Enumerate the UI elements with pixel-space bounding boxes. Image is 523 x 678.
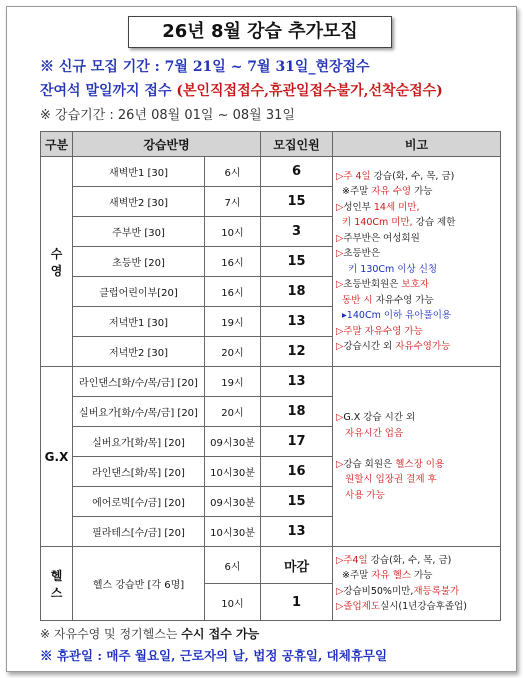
class-name: 저녁반1 [30]: [73, 307, 205, 337]
class-time: 6시: [205, 547, 261, 584]
note-segment: 실시(1년강습후졸업): [380, 601, 467, 612]
note-segment: 강습비50%미만,: [343, 585, 414, 597]
note-line: [336, 231, 497, 247]
header-gubun: 구분: [41, 132, 73, 157]
class-name: 헬스 강습반 [각 6명]: [73, 547, 205, 621]
recruit-period: ※ 신규 모집 기간 : 7월 21일 ~ 7월 31일_현장접수: [40, 59, 370, 75]
class-time: 16시: [205, 247, 261, 277]
footer-closed-days: ※ 휴관일 : 매주 월요일, 근로자의 날, 법정 공휴일, 대체휴무일: [40, 648, 388, 663]
recruit-count: 15: [261, 487, 333, 517]
note-segment: 자유 수영: [371, 186, 412, 197]
recruit-count: 18: [261, 277, 333, 307]
table-header-row: [41, 132, 501, 157]
class-time: 19시: [205, 307, 261, 337]
note-segment: ▷: [336, 279, 344, 290]
class-time: 09시30분: [205, 487, 261, 517]
class-table: [40, 131, 501, 621]
note-line: [336, 215, 497, 231]
note-segment: 보호자: [401, 279, 429, 290]
recruit-count: 18: [261, 397, 333, 427]
recruit-count: 12: [261, 337, 333, 367]
note-segment: 강습 제한: [412, 217, 456, 228]
note-segment: 초등반은: [343, 248, 381, 259]
class-time: 20시: [205, 337, 261, 367]
note-segment: 원할시 입장권 결제 후: [336, 474, 437, 485]
table-row: [41, 157, 501, 187]
note-line: [336, 410, 497, 426]
footer-free-swim-note: [40, 625, 259, 642]
note-line: [336, 169, 497, 185]
note-segment: 가능: [411, 570, 433, 581]
note-segment: 자유수영가능: [395, 341, 451, 352]
note-line: [336, 324, 497, 340]
note-segment: ▷: [336, 412, 344, 423]
note-line: [336, 339, 497, 355]
note-segment: 초등반회원은: [343, 279, 402, 290]
note-segment: 사용 가능: [336, 489, 385, 501]
note-line: [336, 472, 497, 488]
recruit-count: 1: [261, 584, 333, 621]
footer-free-swim-text: ※ 자유수영 및 정기헬스는: [40, 627, 182, 641]
class-name: 필라테스[수/금] [20]: [73, 517, 205, 547]
class-time: 20시: [205, 397, 261, 427]
note-segment: ※주말: [336, 570, 372, 581]
class-time: 10시: [205, 584, 261, 621]
note-segment: 주 4일: [343, 170, 371, 182]
page-title: 26년 8월 강습 추가모집: [128, 16, 392, 48]
note-segment: ▷: [336, 201, 344, 213]
note-segment: 강습 회원은: [343, 458, 396, 470]
note-line: [336, 553, 497, 569]
class-name: 라인댄스[화/수/목/금] [20]: [73, 367, 205, 397]
note-line: [336, 200, 497, 216]
class-time: 10시30분: [205, 517, 261, 547]
class-time: 19시: [205, 367, 261, 397]
note-segment: 14세 미만,: [373, 201, 420, 213]
class-name: 클럽어린이부[20]: [73, 277, 205, 307]
registration-note: [40, 80, 443, 100]
note-segment: ※주말: [336, 186, 372, 197]
note-line: [336, 426, 497, 442]
note-segment: ▷: [336, 554, 344, 566]
recruit-count: 16: [261, 457, 333, 487]
class-name: 새벽반1 [30]: [73, 157, 205, 187]
note-line: [336, 584, 497, 600]
class-time: 6시: [205, 157, 261, 187]
recruit-count: 15: [261, 187, 333, 217]
class-time: 09시30분: [205, 427, 261, 457]
note-segment: 재등록불가: [413, 585, 460, 597]
class-time: 7시: [205, 187, 261, 217]
note-segment: ▷: [336, 458, 344, 470]
group-note: [333, 157, 501, 367]
note-segment: 졸업제도: [343, 601, 381, 612]
group-note: [333, 367, 501, 547]
note-segment: 가능: [411, 186, 433, 197]
note-segment: ▷: [336, 341, 344, 352]
note-segment: 주부반은 여성회원: [343, 232, 420, 244]
note-segment: 성인부: [343, 201, 374, 213]
note-segment: 동반 시: [336, 294, 373, 306]
note-segment: G.X 강습 시간 외: [343, 412, 416, 423]
class-name: 라인댄스[화/목] [20]: [73, 457, 205, 487]
group-name: 수 영: [41, 157, 73, 367]
note-line: [336, 184, 497, 200]
note-segment: [336, 443, 339, 454]
class-name: 새벽반2 [30]: [73, 187, 205, 217]
recruit-count: 13: [261, 367, 333, 397]
note-segment: 강습시간 외: [343, 341, 396, 352]
note-segment: ▷: [336, 325, 344, 337]
note-line: [336, 277, 497, 293]
table-row: [41, 367, 501, 397]
note-segment: 헬스장 이용: [395, 458, 445, 470]
note-segment: 주말 자유수영 가능: [343, 325, 423, 337]
recruit-count: 6: [261, 157, 333, 187]
note-line: [336, 262, 497, 278]
note-line: [336, 457, 497, 473]
group-name: G.X: [41, 367, 73, 547]
class-time: 16시: [205, 277, 261, 307]
note-segment: 자유수영 가능: [372, 294, 434, 306]
recruit-count: 13: [261, 307, 333, 337]
note-line: [336, 293, 497, 309]
class-name: 에어로빅[수/금] [20]: [73, 487, 205, 517]
table-row: [41, 547, 501, 584]
note-segment: ▷: [336, 601, 344, 612]
recruit-count: 3: [261, 217, 333, 247]
note-line: [336, 568, 497, 584]
class-name: 초등반 [20]: [73, 247, 205, 277]
note-segment: ▷: [336, 248, 344, 259]
note-segment: ▸140Cm 이하 유아풀이용: [336, 310, 452, 321]
note-segment: 자유시간 업음: [336, 427, 404, 439]
recruit-count: 13: [261, 517, 333, 547]
class-time: 10시: [205, 217, 261, 247]
registration-conditions: (본인직접접수,휴관일접수불가,선착순접수): [171, 83, 443, 99]
group-name: 헬 스: [41, 547, 73, 621]
footer-anytime-text: 수시 접수 가능: [181, 627, 260, 641]
recruit-count: 마감: [261, 547, 333, 584]
note-segment: ▷: [336, 170, 344, 182]
note-segment: 키 140Cm 미만,: [336, 217, 413, 228]
note-line: [336, 308, 497, 324]
class-name: 실버요가[화/목] [20]: [73, 427, 205, 457]
note-line: [336, 599, 497, 615]
recruit-count: 15: [261, 247, 333, 277]
note-segment: 강습(화, 수, 목, 금): [370, 170, 455, 182]
class-name: 주부반 [30]: [73, 217, 205, 247]
class-name: 저녁반2 [30]: [73, 337, 205, 367]
note-line: [336, 246, 497, 262]
header-class: 강습반명: [73, 132, 261, 157]
group-note: [333, 547, 501, 621]
note-segment: 주4일: [343, 554, 368, 566]
recruit-count: 17: [261, 427, 333, 457]
header-recruit: 모집인원: [261, 132, 333, 157]
note-line: [336, 488, 497, 504]
note-segment: 키 130Cm 이상 신청: [336, 263, 438, 275]
class-time: 10시30분: [205, 457, 261, 487]
note-segment: 강습(화, 수, 목, 금): [367, 554, 452, 566]
class-period: ※ 강습기간 : 26년 08월 01일 ~ 08월 31일: [40, 108, 295, 123]
header-note: 비고: [333, 132, 501, 157]
note-line: [336, 441, 497, 457]
class-name: 실버요가[화/수/목/금] [20]: [73, 397, 205, 427]
note-segment: ▷: [336, 232, 344, 244]
note-segment: 자유 헬스: [371, 570, 412, 581]
note-segment: ▷: [336, 585, 344, 597]
remaining-seats-text: 잔여석 말일까지 접수: [40, 83, 172, 99]
